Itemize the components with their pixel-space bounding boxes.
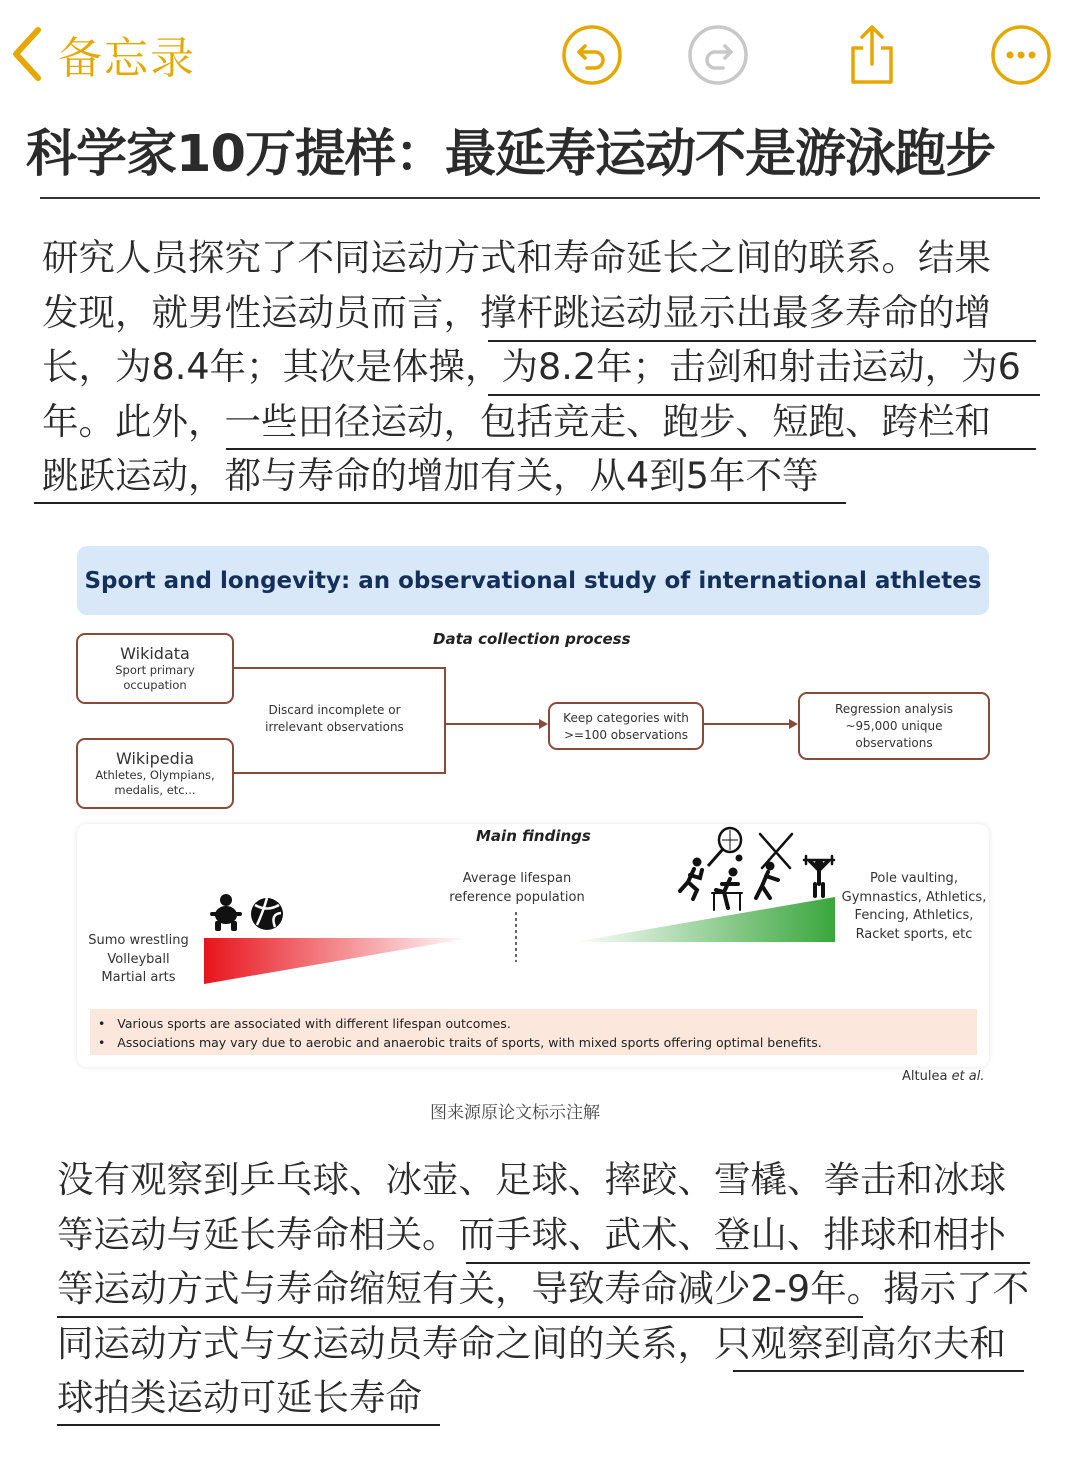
ball-icon bbox=[736, 855, 743, 862]
wikidata-line: occupation bbox=[123, 678, 187, 692]
wikipedia-line: Athletes, Olympians, bbox=[95, 768, 215, 782]
racket-icon bbox=[708, 828, 741, 866]
underline bbox=[733, 1370, 1024, 1372]
wikidata-line: Sport primary bbox=[115, 663, 195, 677]
negative-wedge bbox=[204, 938, 470, 984]
negative-line: Volleyball bbox=[107, 951, 170, 967]
back-label: 备忘录 bbox=[58, 33, 196, 84]
credit-etal: et al. bbox=[951, 1069, 985, 1084]
volleyball-icon bbox=[251, 898, 283, 930]
note-paragraph-2[interactable] bbox=[57, 1153, 1057, 1426]
wikipedia-line: medalis, etc... bbox=[114, 783, 196, 797]
figure-credit bbox=[902, 1069, 985, 1084]
bullet-item: • Various sports are associated with different lifespan outcomes. bbox=[98, 1016, 511, 1031]
figure-caption: 图来源原论文标示注解 bbox=[430, 1103, 600, 1123]
bullet-text: Associations may vary due to aerobic and anaerobic traits of sports, with mixed sports offering optimal benefits. bbox=[117, 1035, 822, 1050]
paragraph-line: 研究人员探究了不同运动方式和寿命延长之间的联系。结果 bbox=[42, 236, 991, 279]
paragraph-line: 年。此外，一些田径运动，包括竞走、跑步、短跑、跨栏和 bbox=[42, 399, 991, 443]
positive-wedge bbox=[574, 897, 835, 942]
bullet-text: Various sports are associated with different lifespan outcomes. bbox=[117, 1016, 511, 1031]
findings-bullets bbox=[90, 1009, 977, 1055]
paragraph-line: 等运动与延长寿命相关。而手球、武术、登山、排球和相扑 bbox=[57, 1212, 1006, 1256]
paragraph-line: 发现，就男性运动员而言，撑杆跳运动显示出最多寿命的增 bbox=[42, 290, 991, 334]
figure-banner: Sport and longevity: an observational study of international athletes bbox=[77, 546, 989, 615]
positive-line: Gymnastics, Athletics, bbox=[841, 889, 987, 905]
underline bbox=[466, 1262, 1030, 1264]
runner-icon bbox=[680, 858, 702, 900]
bullet-item: • Associations may vary due to aerobic and anaerobic traits of sports, with mixed sports offering optimal benefits. bbox=[98, 1035, 822, 1050]
wikidata-title: Wikidata bbox=[120, 644, 190, 663]
positive-line: Pole vaulting, bbox=[870, 871, 958, 886]
positive-line: Fencing, Athletics, bbox=[854, 908, 974, 923]
main-findings-title: Main findings bbox=[476, 827, 591, 845]
regression-line: observations bbox=[855, 736, 933, 750]
hurdler-icon bbox=[712, 868, 742, 911]
regression-line: Regression analysis bbox=[834, 702, 954, 716]
paragraph-line: 球拍类运动可延长寿命 bbox=[57, 1376, 422, 1419]
paragraph-line: 等运动方式与寿命缩短有关，导致寿命减少2-9年。揭示了不 bbox=[57, 1267, 1030, 1310]
negative-line: Martial arts bbox=[101, 970, 176, 985]
sumo-icon bbox=[210, 894, 242, 931]
discard-line: irrelevant observations bbox=[265, 720, 404, 734]
credit-author: Altulea bbox=[902, 1069, 952, 1084]
fencing-icon bbox=[756, 834, 792, 898]
paragraph-line: 长，为8.4年；其次是体操，为8.2年；击剑和射击运动，为6 bbox=[42, 345, 1021, 388]
paragraph-line: 同运动方式与女运动员寿命之间的关系，只观察到高尔夫和 bbox=[57, 1321, 1006, 1365]
reference-line: reference population bbox=[449, 889, 585, 905]
negative-line: Sumo wrestling bbox=[88, 933, 189, 948]
keep-line: >=100 observations bbox=[563, 728, 689, 742]
discard-line: Discard incomplete or bbox=[268, 703, 401, 717]
paragraph-line: 没有观察到乒乓球、冰壶、足球、摔跤、雪橇、拳击和冰球 bbox=[57, 1158, 1006, 1201]
regression-line: ~95,000 unique bbox=[845, 719, 943, 733]
note-title[interactable]: 科学家10万提样：最延寿运动不是游泳跑步 bbox=[26, 125, 995, 184]
keep-line: Keep categories with bbox=[563, 711, 689, 725]
positive-line: Racket sports, etc bbox=[855, 926, 973, 942]
reference-line: Average lifespan bbox=[462, 871, 572, 886]
gymnast-icon bbox=[804, 856, 834, 896]
wikipedia-title: Wikipedia bbox=[115, 749, 195, 768]
paragraph-line: 跳跃运动，都与寿命的增加有关，从4到5年不等 bbox=[42, 454, 819, 497]
data-collection-title: Data collection process bbox=[433, 630, 631, 648]
underline bbox=[57, 1316, 863, 1318]
underline bbox=[57, 1424, 440, 1426]
